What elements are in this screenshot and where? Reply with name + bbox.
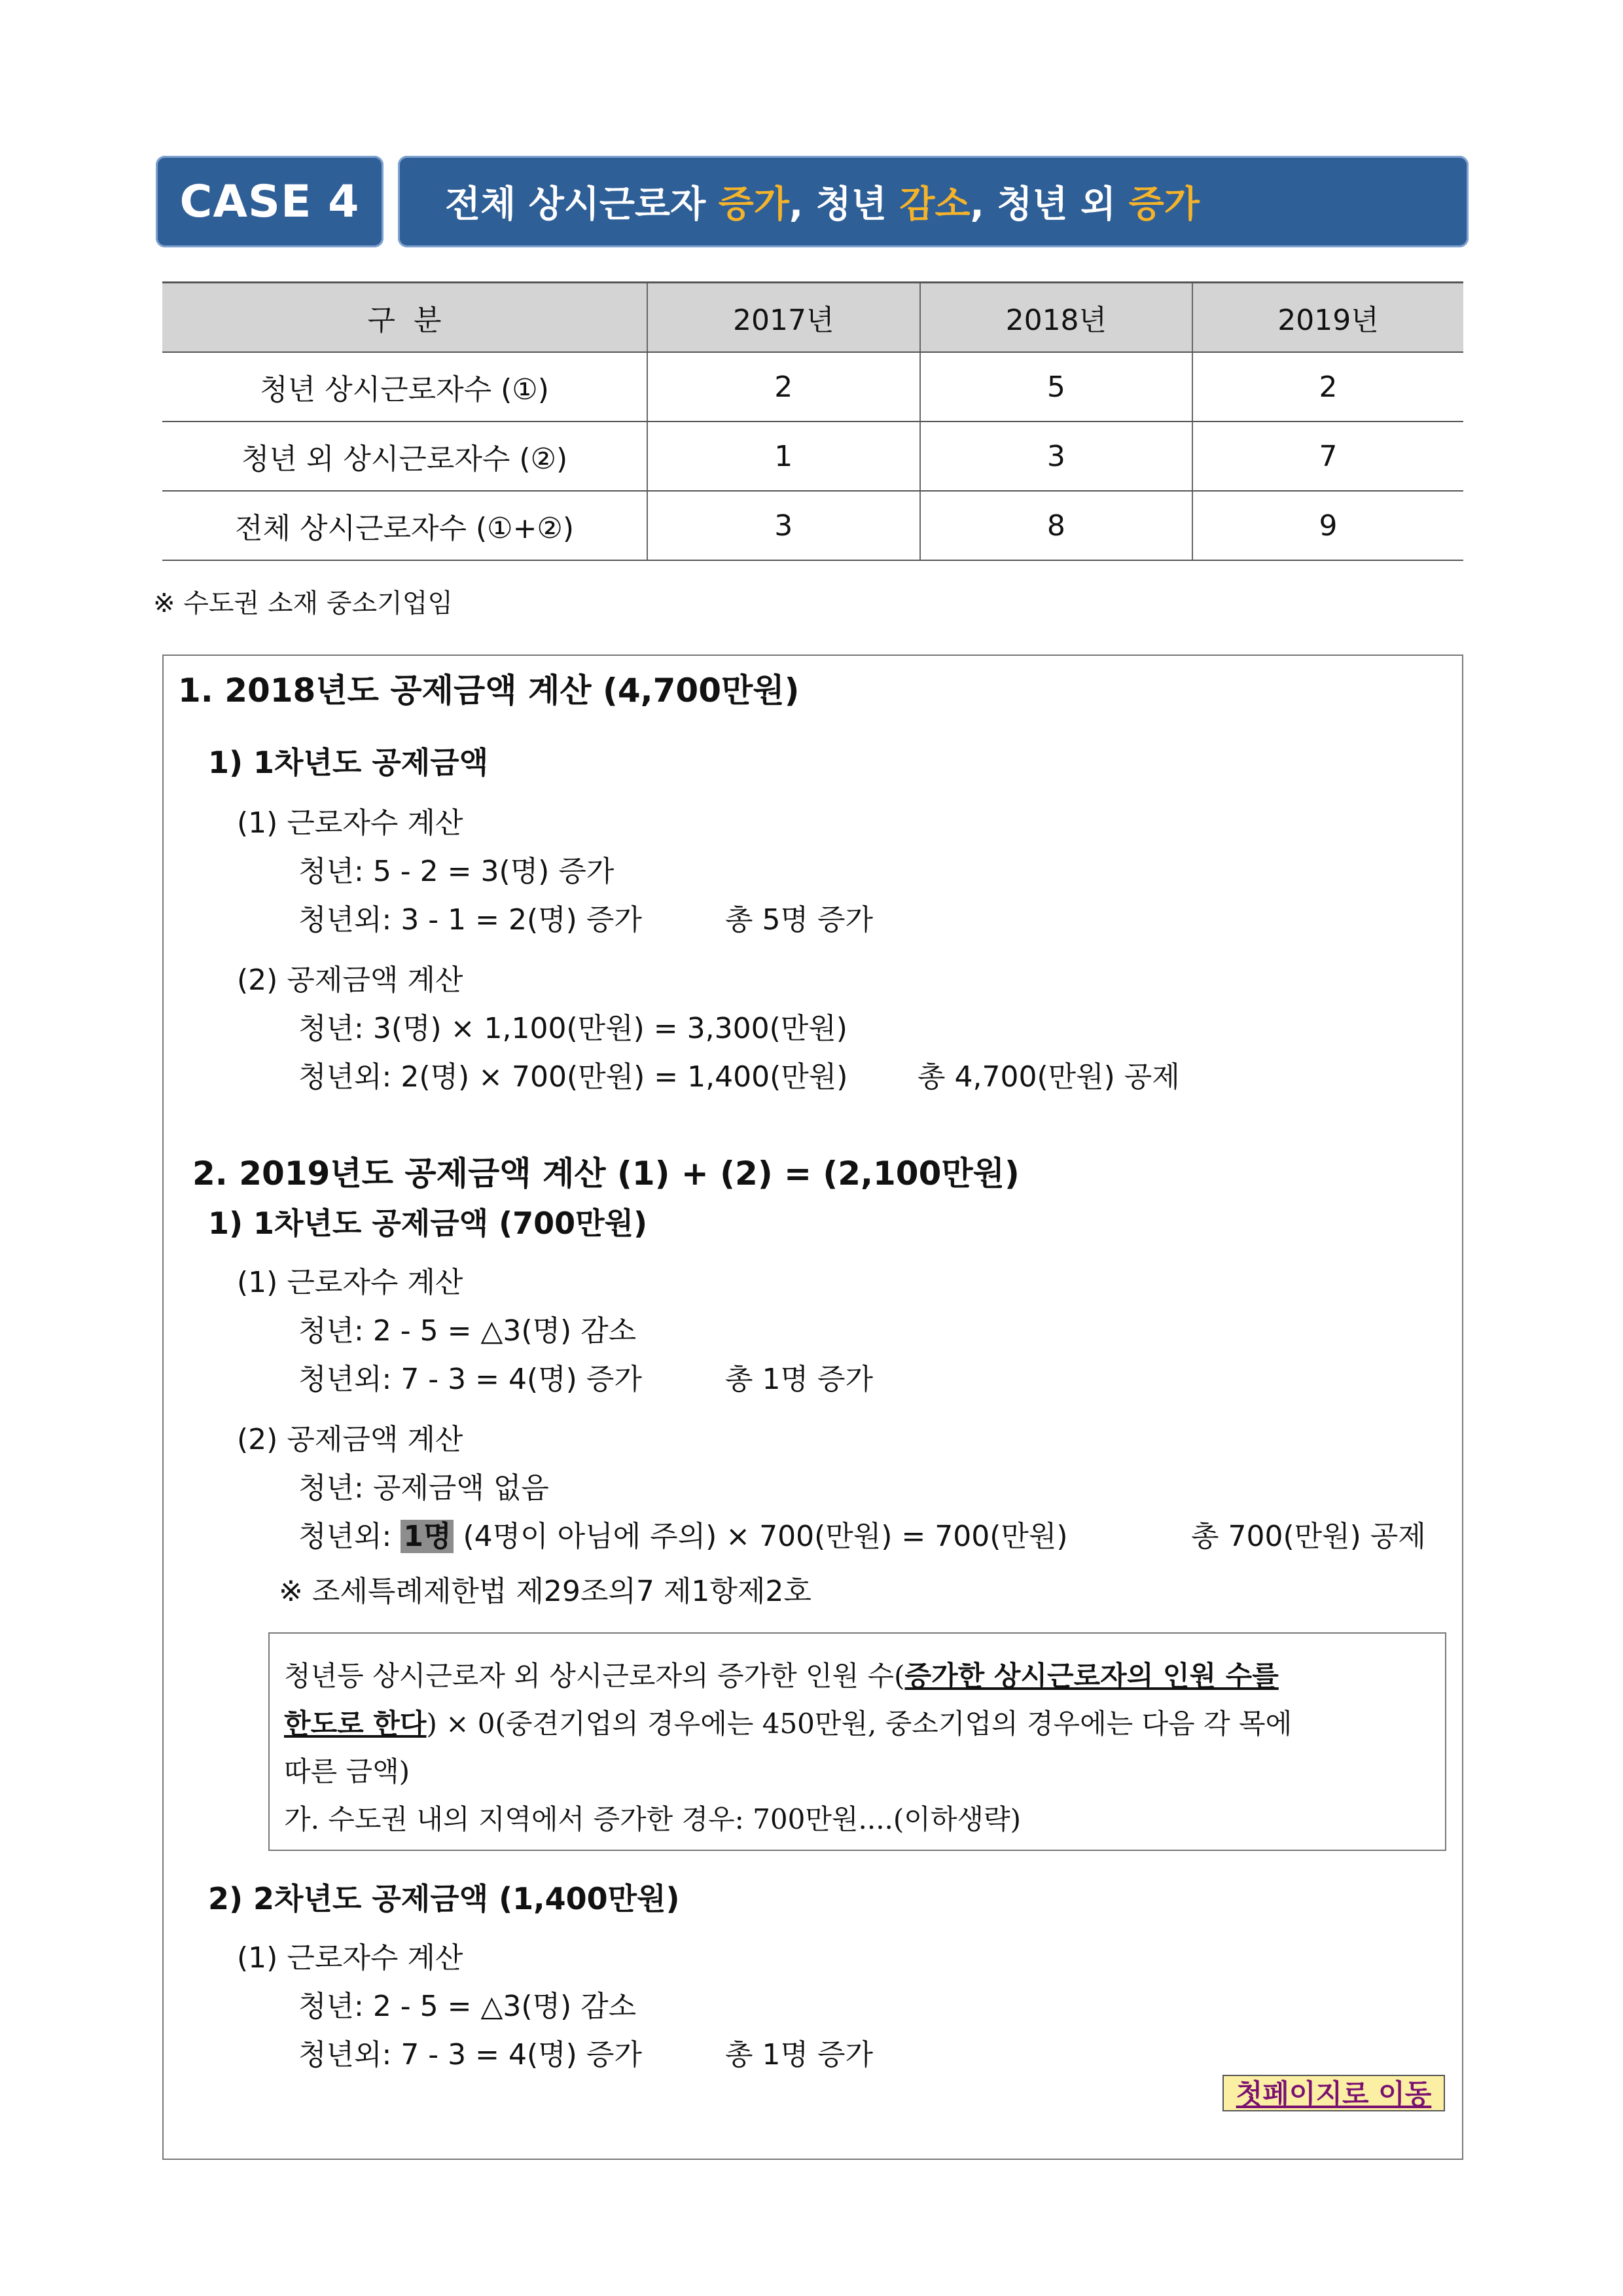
law-text-line: 가. 수도권 내의 지역에서 증가한 경우: 700만원....(이하생략) <box>284 1803 1021 1835</box>
title-highlight-decrease: 감소 <box>899 183 971 226</box>
cell-value: 8 <box>920 491 1193 560</box>
calc-line-youth: 청년: 2 - 5 = △3(명) 감소 <box>298 1990 637 2023</box>
workers-heading: (1) 근로자수 계산 <box>237 1941 463 1975</box>
law-reference: ※ 조세특례제한법 제29조의7 제1항제2호 <box>279 1575 812 1608</box>
law-underline: 한도로 한다 <box>284 1708 427 1740</box>
calc-prefix: 청년외: <box>298 1520 401 1553</box>
row-label: 청년 상시근로자수 (①) <box>162 352 647 422</box>
cell-value: 5 <box>920 352 1193 422</box>
calc-line-youth: 청년: 3(명) × 1,100(만원) = 3,300(만원) <box>298 1012 847 1045</box>
cell-value: 9 <box>1192 491 1463 560</box>
table-row <box>162 422 1463 491</box>
title-highlight-increase: 증가 <box>718 183 789 226</box>
calc-rest: (4명이 아님에 주의) × 700(만원) = 700(만원) <box>454 1520 1068 1553</box>
shaded-emphasis: 1명 <box>401 1520 454 1553</box>
cell-value: 2 <box>1192 352 1463 422</box>
title-part: , 청년 <box>789 183 900 226</box>
cell-value: 3 <box>920 422 1193 491</box>
calc-line-other: 청년외: 3 - 1 = 2(명) 증가 <box>298 903 642 937</box>
calc-line-other: 청년외: 7 - 3 = 4(명) 증가 <box>298 2038 642 2072</box>
column-header-2018: 2018년 <box>920 283 1193 353</box>
cell-value: 3 <box>647 491 920 560</box>
calc-total: 총 5명 증가 <box>725 903 873 937</box>
law-text: ) × 0(중견기업의 경우에는 450만원, 중소기업의 경우에는 다음 각 목에 <box>426 1708 1293 1740</box>
workers-heading: (1) 근로자수 계산 <box>237 806 463 840</box>
table-row <box>162 352 1463 422</box>
law-underline: 증가한 상시근로자의 인원 수를 <box>904 1660 1279 1692</box>
section-2-sub-2: 2) 2차년도 공제금액 (1,400만원) <box>208 1881 680 1916</box>
calc-line-youth: 청년: 2 - 5 = △3(명) 감소 <box>298 1314 637 1348</box>
table-row <box>162 491 1463 560</box>
law-text-line: 따른 금액) <box>284 1755 410 1787</box>
calc-line-other: 청년외: 2(명) × 700(만원) = 1,400(만원) <box>298 1060 848 1094</box>
title-highlight-increase: 증가 <box>1128 183 1200 226</box>
law-excerpt-box <box>268 1632 1446 1851</box>
title-part: 전체 상시근로자 <box>445 183 719 226</box>
section-1-title: 1. 2018년도 공제금액 계산 (4,700만원) <box>178 672 800 709</box>
section-2-title: 2. 2019년도 공제금액 계산 (1) + (2) = (2,100만원) <box>192 1155 1020 1193</box>
case-label-text: CASE 4 <box>179 175 360 228</box>
calc-line-other: 청년외: 7 - 3 = 4(명) 증가 <box>298 1363 642 1396</box>
law-text: 청년등 상시근로자 외 상시근로자의 증가한 인원 수( <box>284 1660 905 1692</box>
case-label <box>156 156 383 247</box>
row-label: 전체 상시근로자수 (①+②) <box>162 491 647 560</box>
amount-heading: (2) 공제금액 계산 <box>237 963 463 997</box>
calc-line-youth: 청년: 5 - 2 = 3(명) 증가 <box>298 855 615 888</box>
cell-value: 1 <box>647 422 920 491</box>
law-text-line <box>284 1652 1431 1700</box>
column-header-category: 구 분 <box>162 283 647 353</box>
table-header-row <box>162 283 1463 353</box>
column-header-2017: 2017년 <box>647 283 920 353</box>
section-1-sub-1: 1) 1차년도 공제금액 <box>208 745 489 780</box>
calculation-box <box>162 655 1463 2160</box>
workers-heading: (1) 근로자수 계산 <box>237 1266 463 1299</box>
section-2-sub-1: 1) 1차년도 공제금액 (700만원) <box>208 1206 648 1241</box>
row-label: 청년 외 상시근로자수 (②) <box>162 422 647 491</box>
title-part: , 청년 외 <box>970 183 1129 226</box>
calc-total: 총 4,700(만원) 공제 <box>918 1060 1180 1094</box>
calc-total: 총 1명 증가 <box>725 1363 873 1396</box>
table-note: ※ 수도권 소재 중소기업임 <box>153 588 454 619</box>
law-text-line <box>284 1700 1431 1748</box>
case-title <box>398 156 1469 247</box>
go-to-first-page-button[interactable]: 첫페이지로 이동 <box>1222 2075 1445 2111</box>
cell-value: 7 <box>1192 422 1463 491</box>
amount-heading: (2) 공제금액 계산 <box>237 1423 463 1456</box>
column-header-2019: 2019년 <box>1192 283 1463 353</box>
calc-line-other <box>298 1522 1068 1551</box>
calc-line-youth: 청년: 공제금액 없음 <box>298 1471 549 1505</box>
calc-total: 총 700(만원) 공제 <box>1191 1520 1426 1553</box>
calc-total: 총 1명 증가 <box>725 2038 873 2072</box>
employee-count-table <box>162 281 1463 561</box>
cell-value: 2 <box>647 352 920 422</box>
